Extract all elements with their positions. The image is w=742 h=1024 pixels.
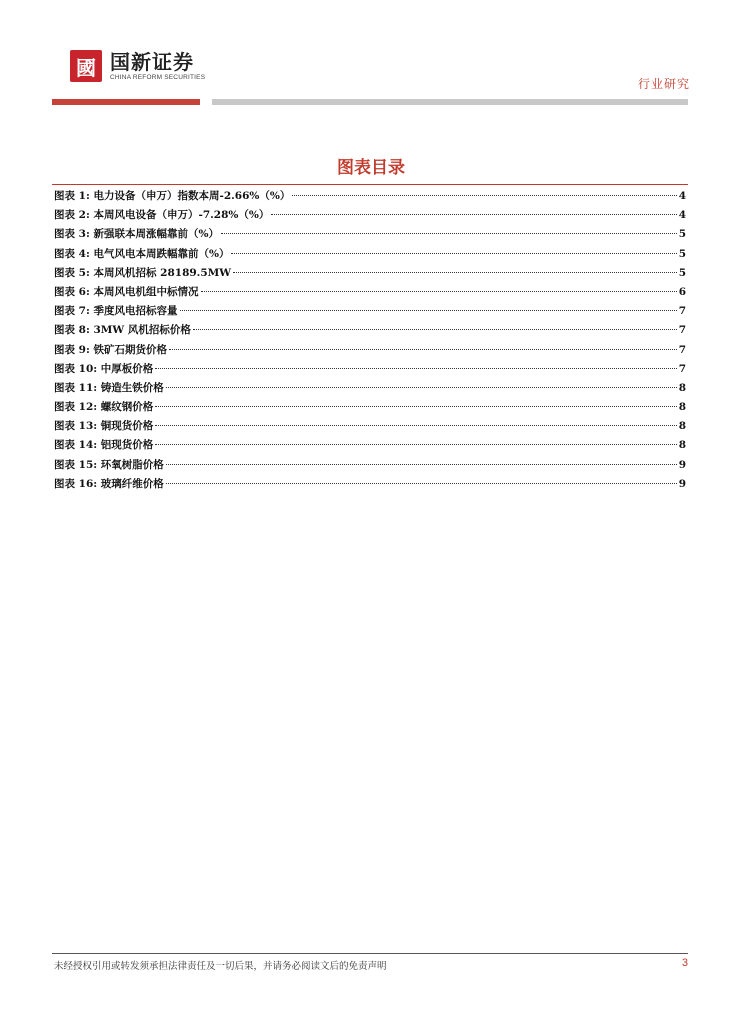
toc-entry-page: 7 [678,305,686,318]
toc-entry-label: 图表 4: 电气风电本周跌幅靠前（%） [54,247,230,260]
toc-entry[interactable] [54,188,686,207]
toc-entry[interactable] [54,284,686,303]
toc-entry[interactable] [54,457,686,476]
toc-entry[interactable] [54,226,686,245]
logo-text [110,51,205,82]
toc-entry-page: 5 [678,266,686,279]
toc-entry-page: 6 [678,285,686,298]
toc-entry-page: 7 [678,343,686,356]
toc-entry[interactable] [54,418,686,437]
toc-entry-label: 图表 7: 季度风电招标容量 [54,305,178,318]
toc-entry-label: 图表 3: 新强联本周涨幅靠前（%） [54,228,219,241]
toc-entry-label: 图表 14: 铝现货价格 [54,439,154,452]
toc-dot-leader [169,349,677,350]
toc-entry[interactable] [54,265,686,284]
toc-dot-leader [221,233,677,234]
header-bar-red [52,99,200,105]
toc-entry-label: 图表 5: 本周风机招标 28189.5MW [54,266,232,279]
toc-entry-page: 4 [678,190,686,202]
toc-entry-page: 8 [678,420,686,433]
toc-entry[interactable] [54,322,686,341]
toc-entry[interactable] [54,380,686,399]
logo-cn: 国新证券 [110,49,194,74]
toc-entry-label: 图表 1: 电力设备（申万）指数本周-2.66%（%） [54,190,291,202]
logo-mark: 國 [70,50,102,82]
toc-entry[interactable] [54,476,686,495]
toc-entry[interactable] [54,303,686,322]
toc-dot-leader [166,483,677,484]
toc-dot-leader [155,406,676,407]
toc-entry-label: 图表 8: 3MW 风机招标价格 [54,324,191,337]
toc-entry-page: 9 [678,458,686,471]
toc-entry[interactable] [54,207,686,226]
toc-dot-leader [180,310,677,311]
toc-entry-page: 7 [678,362,686,375]
toc-entry-label: 图表 10: 中厚板价格 [54,362,154,375]
toc-entry[interactable] [54,437,686,456]
toc-entry[interactable] [54,361,686,380]
toc-entry-label: 图表 16: 玻璃纤维价格 [54,477,164,490]
toc-entry[interactable] [54,342,686,361]
footer-rule [52,953,688,954]
toc-entry-page: 7 [678,324,686,337]
toc-entry-label: 图表 15: 环氧树脂价格 [54,458,164,471]
page-number: 3 [681,957,688,969]
toc-dot-leader [231,253,676,254]
header-bar-gray [212,99,688,105]
toc-entry-page: 4 [678,209,686,222]
company-logo [70,50,205,82]
toc-dot-leader [292,195,676,196]
toc-dot-leader [201,291,677,292]
toc-entry-label: 图表 9: 铁矿石期货价格 [54,343,167,356]
toc-entry-page: 5 [678,228,686,241]
section-tag: 行业研究 [637,77,690,91]
toc-title-rule [52,184,688,185]
toc-entry-label: 图表 6: 本周风电机组中标情况 [54,285,199,298]
logo-en: CHINA REFORM SECURITIES [110,73,206,81]
toc-entry-page: 5 [678,247,686,260]
toc-dot-leader [166,387,677,388]
toc-dot-leader [233,272,677,273]
toc-dot-leader [193,329,677,330]
footer-disclaimer: 未经授权引用或转发须承担法律责任及一切后果，并请务必阅读文后的免责声明 [54,961,387,972]
toc-entry[interactable] [54,399,686,418]
toc-dot-leader [166,464,677,465]
toc-entry-page: 8 [678,401,686,414]
toc-dot-leader [155,425,676,426]
toc-entry-label: 图表 12: 螺纹钢价格 [54,401,154,414]
toc-entry-label: 图表 13: 铜现货价格 [54,420,154,433]
toc-entry[interactable] [54,246,686,265]
toc-list [54,188,686,495]
toc-entry-page: 8 [678,381,686,394]
toc-dot-leader [155,444,676,445]
toc-dot-leader [155,368,676,369]
toc-entry-page: 9 [678,477,686,490]
toc-dot-leader [271,214,676,215]
toc-title: 图表目录 [337,158,405,178]
toc-entry-page: 8 [678,439,686,452]
toc-entry-label: 图表 11: 铸造生铁价格 [54,381,164,394]
toc-entry-label: 图表 2: 本周风电设备（申万）-7.28%（%） [54,209,270,222]
